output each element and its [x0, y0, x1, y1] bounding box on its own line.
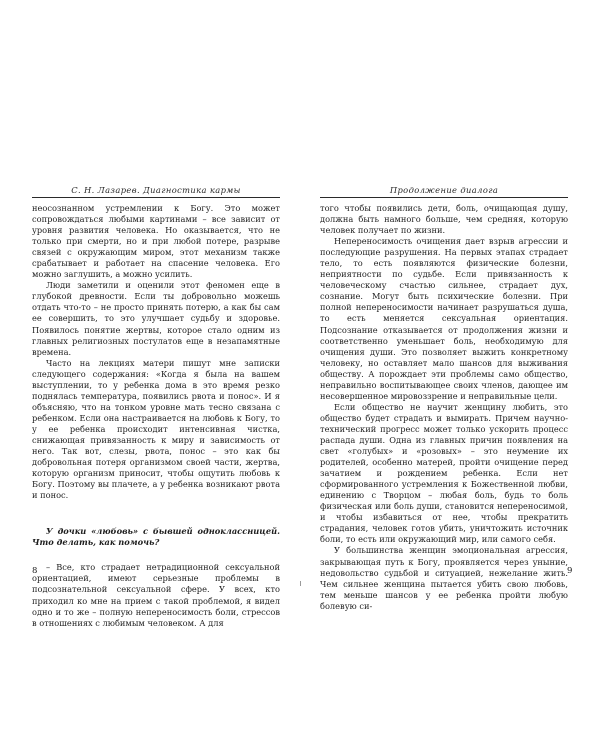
- paragraph: неосознанном устремлении к Богу. Это может сопровождаться любыми картинами – все зависит от уровня развития человека. Но оказывается, что не только при смерти, но и при любой потере, разрыве связей с окружающим миром, этот механизм также срабатывает и работает на спасение человека. Его можно заглушить, а можно усилить.: [32, 203, 280, 280]
- running-head-right: Продолжение диалога: [389, 185, 499, 195]
- header-rule-left: [32, 197, 280, 198]
- paragraph: У большинства женщин эмоциональная агрессия, закрывающая путь к Богу, проявляется через уныние, недовольство судьбой и ситуацией, нежелание жить. Чем сильнее женщина пытается убить свою любовь, тем меньше шансов у ее ребенка пройти любую болевую си-: [320, 545, 568, 611]
- question-heading: У дочки «любовь» с бывшей одноклассницей. Что делать, как помочь?: [32, 526, 280, 548]
- header-rule-right: [320, 197, 568, 198]
- right-page-body: [320, 203, 568, 612]
- right-page: [320, 185, 568, 612]
- paragraph: Часто на лекциях матери пишут мне записки следующего содержания: «Когда я была на вашем выступлении, то у ребенка дома в это время резко поднялась температура, появились рвота и понос». И я объясняю, что на тонком уровне мать тесно связана с ребенком. Если она настраивается на любовь к Богу, то у ее ребенка происходит интенсивная чистка, снижающая привязанность к миру и зависимость от него. Так вот, слезы, рвота, понос – это как бы добровольная потеря организмом своей части, жертва, которую организм приносит, чтобы ощутить любовь к Богу. Поэтому вы плачете, а у ребенка возникают рвота и понос.: [32, 357, 280, 501]
- left-page-body: [32, 203, 280, 629]
- running-head-left: С. Н. Лазарев. Диагностика кармы: [71, 185, 241, 195]
- page-number-left: 8: [32, 566, 38, 576]
- paragraph: того чтобы появились дети, боль, очищающая душу, должна быть намного больше, чем средняя, которую человек получает по жизни.: [320, 203, 568, 236]
- left-page: [32, 185, 280, 629]
- answer-paragraph: – Все, кто страдает нетрадиционной сексуальной ориентацией, имеют серьезные проблемы в подсознательной сексуальной сфере. У всех, кто приходил ко мне на прием с такой проблемой, я видел одно и то же – полную непереносимость боли, стрессов в отношениях с любимым человеком. А для: [32, 562, 280, 628]
- paragraph: Непереносимость очищения дает взрыв агрессии и последующие разрушения. На первых этапах страдает тело, то есть появляются физические болезни, неприятности по судьбе. Если привязанность к человеческому счастью сильнее, страдает дух, сознание. Могут быть психические болезни. При полной непереносимости начинает разрушаться душа, то есть меняется сексуальная ориентация. Подсознание отказывается от продолжения жизни и соответственно уменьшает боль, необходимую для очищения души. Это позволяет выжить конкретному человеку, но оставляет мало шансов для выживания обществу. А порождает эти проблемы само общество, неправильно воспитывающее своих членов, дающее им несовершенное мировоззрение и неправильные цели.: [320, 236, 568, 401]
- paragraph: Если общество не научит женщину любить, это общество будет страдать и вымирать. Причем научно-технический прогресс может только ускорить процесс распада души. Одна из главных причин появления на свет «голубых» и «розовых» – это неумение их родителей, особенно матерей, пройти очищение перед зачатием и рождением ребенка. Если нет сформированного устремления к Божественной любви, единению с Творцом – любая боль, будь то боль физическая или боль души, становится непереносимой, и чтобы избавиться от нее, чтобы прекратить страдания, человек готов убить, уничтожить источник боли, то есть или окружающий мир, или самого себя.: [320, 401, 568, 545]
- gutter-mark: [300, 581, 301, 586]
- paragraph: Люди заметили и оценили этот феномен еще в глубокой древности. Если ты добровольно можешь отдать что-то – не просто принять потерю, а как бы сам ее совершить, то это улучшает судьбу и здоровье. Появилось понятие жертвы, которое стало одним из главных религиозных постулатов еще в незапамятные времена.: [32, 280, 280, 357]
- page-number-right: 9: [567, 566, 573, 576]
